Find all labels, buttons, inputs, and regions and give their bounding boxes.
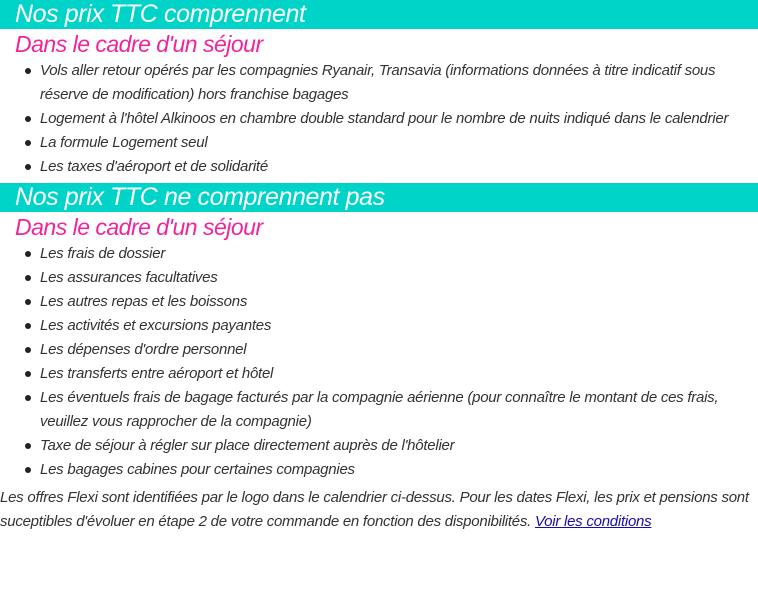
list-item: Taxe de séjour à régler sur place directement auprès de l'hôtelier bbox=[0, 434, 758, 458]
list-item: Les bagages cabines pour certaines compagnies bbox=[0, 458, 758, 482]
list-item: Vols aller retour opérés par les compagnies Ryanair, Transavia (informations données à titre indicatif sous réserve de modification) hors franchise bagages bbox=[0, 59, 758, 107]
list-item: La formule Logement seul bbox=[0, 131, 758, 155]
included-list bbox=[0, 59, 758, 179]
list-item: Logement à l'hôtel Alkinoos en chambre double standard pour le nombre de nuits indiqué dans le calendrier bbox=[0, 107, 758, 131]
included-subheading: Dans le cadre d'un séjour bbox=[15, 31, 263, 57]
included-banner: Nos prix TTC comprennent bbox=[0, 0, 758, 29]
list-item: Les assurances facultatives bbox=[0, 266, 758, 290]
list-item: Les autres repas et les boissons bbox=[0, 290, 758, 314]
conditions-link[interactable]: Voir les conditions bbox=[534, 513, 652, 530]
list-item: Les transferts entre aéroport et hôtel bbox=[0, 362, 758, 386]
list-item: Les taxes d'aéroport et de solidarité bbox=[0, 155, 758, 179]
excluded-banner: Nos prix TTC ne comprennent pas bbox=[0, 183, 758, 212]
excluded-section bbox=[0, 183, 758, 482]
flexi-footnote-text: Les offres Flexi sont identifiées par le logo dans le calendrier ci-dessus. Pour les dates Flexi, les prix et pensions sont suceptibles d'évoluer en étape 2 de votre commande en fonction des disponibilités. bbox=[0, 489, 749, 530]
list-item: Les dépenses d'ordre personnel bbox=[0, 338, 758, 362]
excluded-subheading: Dans le cadre d'un séjour bbox=[15, 214, 263, 240]
list-item: Les frais de dossier bbox=[0, 242, 758, 266]
list-item: Les activités et excursions payantes bbox=[0, 314, 758, 338]
excluded-list bbox=[0, 242, 758, 482]
included-section bbox=[0, 0, 758, 179]
flexi-footnote bbox=[0, 486, 758, 534]
list-item: Les éventuels frais de bagage facturés par la compagnie aérienne (pour connaître le montant de ces frais, veuillez vous rapprocher de la compagnie) bbox=[0, 386, 758, 434]
